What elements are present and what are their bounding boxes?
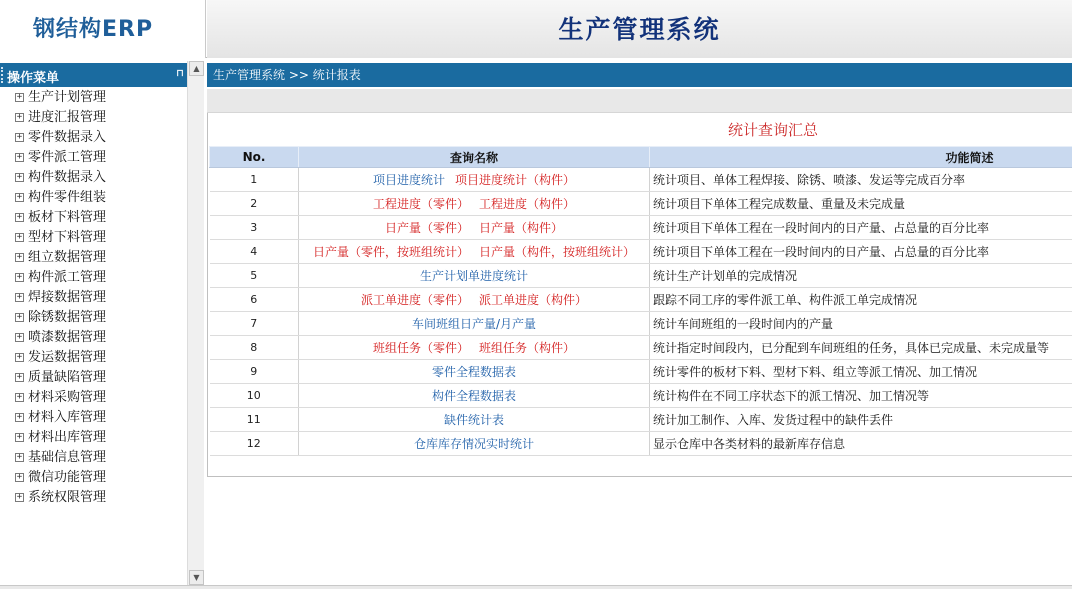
table-row [210, 312, 1072, 336]
sidebar-item-label: 喷漆数据管理 [28, 330, 107, 345]
function-description: 统计项目、单体工程焊接、除锈、喷漆、发运等完成百分率 [650, 168, 1072, 192]
sidebar-item-label: 微信功能管理 [28, 470, 107, 485]
query-name-cell [299, 360, 650, 384]
sidebar-item[interactable] [0, 488, 187, 508]
query-name-cell [299, 216, 650, 240]
expand-plus-icon[interactable]: + [16, 292, 23, 302]
table-row [210, 432, 1072, 456]
row-number: 8 [210, 336, 299, 360]
expand-plus-icon[interactable]: + [16, 152, 23, 162]
query-link[interactable]: 仓库库存情况实时统计 [413, 437, 534, 451]
table-row [210, 384, 1072, 408]
sidebar-item[interactable] [0, 388, 187, 408]
sidebar-item-label: 零件派工管理 [28, 150, 107, 165]
row-number: 6 [210, 288, 299, 312]
row-number: 2 [210, 192, 299, 216]
sidebar-item-label: 构件派工管理 [28, 270, 107, 285]
main-content [207, 61, 1072, 585]
query-link[interactable]: 日产量（零件） [384, 221, 469, 235]
function-description: 统计构件在不同工序状态下的派工情况、加工情况等 [650, 384, 1072, 408]
logo-area [0, 0, 206, 58]
expand-plus-icon[interactable]: + [16, 132, 23, 142]
sidebar-item[interactable] [0, 368, 187, 388]
query-name-cell [299, 312, 650, 336]
expand-plus-icon[interactable]: + [16, 372, 23, 382]
expand-plus-icon[interactable]: + [16, 452, 23, 462]
sidebar-item[interactable] [0, 448, 187, 468]
sidebar-header [0, 63, 187, 87]
query-link[interactable]: 工程进度（构件） [479, 197, 576, 211]
sidebar-item[interactable] [0, 328, 187, 348]
query-link[interactable]: 日产量（构件） [479, 221, 564, 235]
query-link[interactable]: 生产计划单进度统计 [419, 269, 528, 283]
table-row [210, 192, 1072, 216]
sidebar-item[interactable] [0, 88, 187, 108]
query-link[interactable]: 派工单进度（构件） [479, 293, 588, 307]
expand-plus-icon[interactable]: + [16, 332, 23, 342]
query-link[interactable]: 日产量（零件，按班组统计） [312, 245, 469, 259]
query-link[interactable]: 班组任务（构件） [479, 341, 576, 355]
query-link[interactable]: 班组任务（零件） [372, 341, 469, 355]
sidebar-item-label: 零件数据录入 [28, 130, 107, 145]
breadcrumb: 生产管理系统 >> 统计报表 [207, 63, 1072, 87]
query-link[interactable]: 派工单进度（零件） [360, 293, 469, 307]
sidebar-item-label: 基础信息管理 [28, 450, 107, 465]
query-link[interactable]: 项目进度统计 [372, 173, 445, 187]
row-number: 3 [210, 216, 299, 240]
query-link[interactable]: 工程进度（零件） [372, 197, 469, 211]
table-row [210, 240, 1072, 264]
expand-plus-icon[interactable]: + [16, 252, 23, 262]
sidebar-menu [0, 88, 187, 508]
function-description: 统计指定时间段内，已分配到车间班组的任务，具体已完成量、未完成量等 [650, 336, 1072, 360]
expand-plus-icon[interactable]: + [16, 272, 23, 282]
sidebar-item-label: 板材下料管理 [28, 210, 107, 225]
column-header-desc: 功能简述 [650, 147, 1072, 168]
sidebar-item[interactable] [0, 308, 187, 328]
query-link[interactable]: 项目进度统计（构件） [455, 173, 576, 187]
query-link[interactable]: 零件全程数据表 [431, 365, 516, 379]
row-number: 5 [210, 264, 299, 288]
pin-icon[interactable]: ⊓ [176, 68, 184, 79]
expand-plus-icon[interactable]: + [16, 472, 23, 482]
sidebar-item[interactable] [0, 168, 187, 188]
query-link[interactable]: 车间班组日产量/月产量 [411, 317, 537, 331]
sidebar-item[interactable] [0, 108, 187, 128]
query-name-cell [299, 192, 650, 216]
column-header-name: 查询名称 [299, 147, 650, 168]
scroll-up-icon[interactable]: ▲ [189, 61, 204, 76]
sidebar-item[interactable] [0, 408, 187, 428]
drag-grip-icon[interactable] [1, 67, 4, 83]
row-number: 9 [210, 360, 299, 384]
query-name-cell [299, 240, 650, 264]
table-header-row [210, 147, 1072, 168]
table-row [210, 264, 1072, 288]
sidebar-item-label: 系统权限管理 [28, 490, 107, 505]
row-number: 12 [210, 432, 299, 456]
row-number: 1 [210, 168, 299, 192]
function-description: 统计项目下单体工程完成数量、重量及未完成量 [650, 192, 1072, 216]
query-link[interactable]: 构件全程数据表 [431, 389, 516, 403]
report-table [209, 146, 1072, 456]
expand-plus-icon[interactable]: + [16, 412, 23, 422]
column-header-no: No. [210, 147, 299, 168]
table-row [210, 216, 1072, 240]
sidebar-item[interactable] [0, 268, 187, 288]
expand-plus-icon[interactable]: + [16, 432, 23, 442]
query-link[interactable]: 日产量（构件，按班组统计） [479, 245, 636, 259]
query-name-cell [299, 432, 650, 456]
expand-plus-icon[interactable]: + [16, 352, 23, 362]
table-row [210, 336, 1072, 360]
function-description: 统计零件的板材下料、型材下料、组立等派工情况、加工情况 [650, 360, 1072, 384]
sidebar-item-label: 材料出库管理 [28, 430, 107, 445]
row-number: 11 [210, 408, 299, 432]
expand-plus-icon[interactable]: + [16, 212, 23, 222]
function-description: 显示仓库中各类材料的最新库存信息 [650, 432, 1072, 456]
sidebar-item[interactable] [0, 468, 187, 488]
expand-plus-icon[interactable]: + [16, 492, 23, 502]
sidebar-item[interactable] [0, 348, 187, 368]
sidebar-item-label: 构件零件组装 [28, 190, 107, 205]
expand-plus-icon[interactable]: + [16, 172, 23, 182]
expand-plus-icon[interactable]: + [16, 312, 23, 322]
function-description: 统计车间班组的一段时间内的产量 [650, 312, 1072, 336]
query-name-cell [299, 384, 650, 408]
app-header [0, 0, 1072, 58]
expand-plus-icon[interactable]: + [16, 192, 23, 202]
sidebar-item[interactable] [0, 188, 187, 208]
sidebar-item-label: 进度汇报管理 [28, 110, 107, 125]
sidebar-item[interactable] [0, 228, 187, 248]
expand-plus-icon[interactable]: + [16, 392, 23, 402]
function-description: 统计生产计划单的完成情况 [650, 264, 1072, 288]
sidebar-scrollbar[interactable] [187, 61, 204, 585]
sidebar-item[interactable] [0, 128, 187, 148]
expand-plus-icon[interactable]: + [16, 232, 23, 242]
sidebar-item-label: 材料入库管理 [28, 410, 107, 425]
toolbar [207, 89, 1072, 113]
sidebar-item-label: 焊接数据管理 [28, 290, 107, 305]
sidebar-title: 操作菜单 [7, 71, 60, 86]
expand-plus-icon[interactable]: + [16, 112, 23, 122]
sidebar-item-label: 组立数据管理 [28, 250, 107, 265]
report-title: 统计查询汇总 [727, 121, 818, 139]
function-description: 统计项目下单体工程在一段时间内的日产量、占总量的百分比率 [650, 240, 1072, 264]
header-title-area [207, 0, 1072, 58]
sidebar [0, 61, 205, 585]
sidebar-item[interactable] [0, 428, 187, 448]
sidebar-item[interactable] [0, 208, 187, 228]
query-name-cell [299, 264, 650, 288]
row-number: 10 [210, 384, 299, 408]
expand-plus-icon[interactable]: + [16, 92, 23, 102]
sidebar-item[interactable] [0, 248, 187, 268]
table-row [210, 168, 1072, 192]
query-name-cell [299, 168, 650, 192]
system-title: 生产管理系统 [558, 15, 721, 44]
sidebar-item-label: 构件数据录入 [28, 170, 107, 185]
status-strip [0, 585, 1072, 589]
row-number: 7 [210, 312, 299, 336]
sidebar-item-label: 除锈数据管理 [28, 310, 107, 325]
sidebar-item-label: 生产计划管理 [28, 90, 107, 105]
row-number: 4 [210, 240, 299, 264]
report-panel [207, 113, 1072, 477]
logo-text: 钢结构ERP [33, 17, 154, 42]
sidebar-item[interactable] [0, 288, 187, 308]
query-name-cell [299, 336, 650, 360]
sidebar-item[interactable] [0, 148, 187, 168]
query-name-cell [299, 408, 650, 432]
sidebar-item-label: 质量缺陷管理 [28, 370, 107, 385]
scroll-down-icon[interactable]: ▼ [189, 570, 204, 585]
sidebar-item-label: 型材下料管理 [28, 230, 107, 245]
function-description: 统计加工制作、入库、发货过程中的缺件丢件 [650, 408, 1072, 432]
table-row [210, 288, 1072, 312]
query-link[interactable]: 缺件统计表 [443, 413, 504, 427]
query-name-cell [299, 288, 650, 312]
sidebar-item-label: 材料采购管理 [28, 390, 107, 405]
table-row [210, 360, 1072, 384]
table-row [210, 408, 1072, 432]
function-description: 统计项目下单体工程在一段时间内的日产量、占总量的百分比率 [650, 216, 1072, 240]
sidebar-item-label: 发运数据管理 [28, 350, 107, 365]
function-description: 跟踪不同工序的零件派工单、构件派工单完成情况 [650, 288, 1072, 312]
